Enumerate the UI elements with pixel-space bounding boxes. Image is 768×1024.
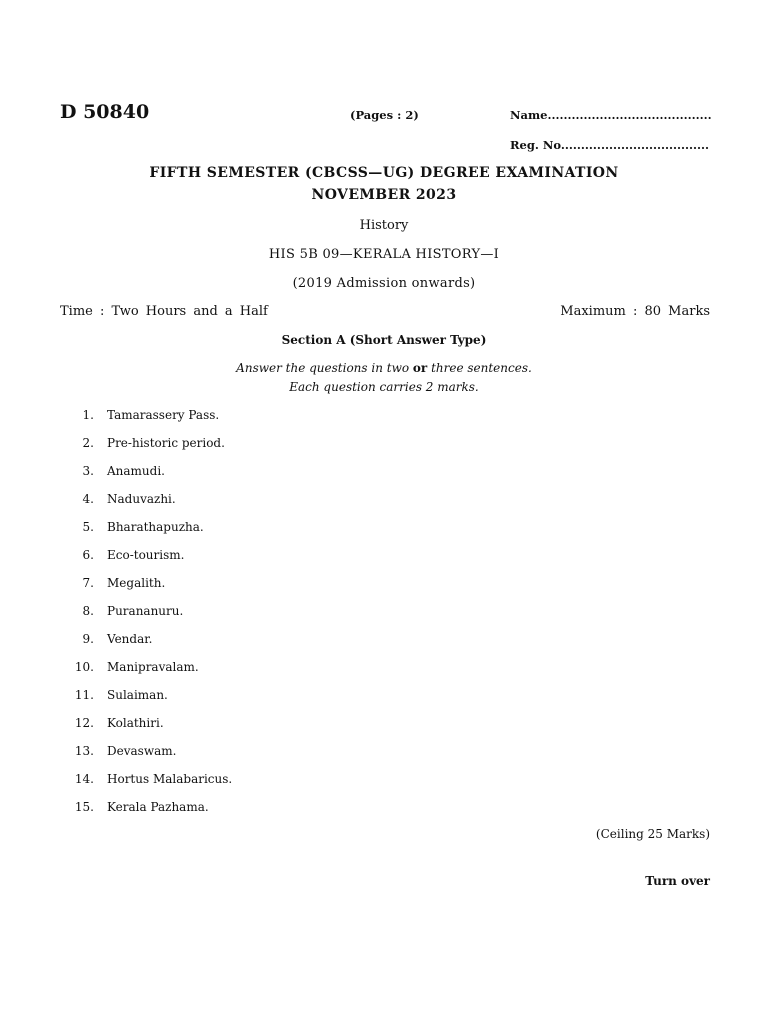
- question-number: 2.: [82, 436, 94, 450]
- exam-duration: Time : Two Hours and a Half: [60, 304, 268, 319]
- subject-name: History: [359, 218, 409, 233]
- register-number-field: Reg. No.....................................: [510, 138, 710, 152]
- question-number: 6.: [82, 548, 94, 562]
- question-item: [60, 632, 232, 660]
- question-text: Purananuru.: [107, 604, 184, 618]
- instruction-text-part2: three sentences.: [431, 361, 532, 375]
- question-item: [60, 660, 232, 688]
- question-number: 7.: [82, 576, 94, 590]
- question-text: Manipravalam.: [107, 660, 199, 674]
- exam-month: NOVEMBER 2023: [311, 187, 457, 203]
- question-item: [60, 800, 232, 828]
- question-number: 15.: [74, 800, 94, 814]
- ceiling-marks: (Ceiling 25 Marks): [595, 827, 710, 841]
- instruction-or: or: [412, 361, 428, 375]
- question-item: [60, 408, 232, 436]
- question-number: 11.: [74, 688, 94, 702]
- question-number: 10.: [74, 660, 94, 674]
- question-item: [60, 464, 232, 492]
- question-text: Kolathiri.: [107, 716, 164, 730]
- question-item: [60, 548, 232, 576]
- question-item: [60, 604, 232, 632]
- question-text: Naduvazhi.: [107, 492, 176, 506]
- question-number: 3.: [82, 464, 94, 478]
- question-number: 1.: [82, 408, 94, 422]
- section-heading: Section A (Short Answer Type): [281, 333, 487, 347]
- candidate-name-field: Name.........................................: [510, 108, 712, 122]
- question-text: Kerala Pazhama.: [107, 800, 209, 814]
- exam-title: FIFTH SEMESTER (CBCSS—UG) DEGREE EXAMINATION: [149, 165, 619, 181]
- question-item: [60, 492, 232, 520]
- question-item: [60, 688, 232, 716]
- question-number: 12.: [74, 716, 94, 730]
- question-text: Tamarassery Pass.: [107, 408, 220, 422]
- question-item: [60, 772, 232, 800]
- question-number: 14.: [74, 772, 94, 786]
- question-item: [60, 520, 232, 548]
- paper-title: HIS 5B 09—KERALA HISTORY—I: [268, 247, 500, 262]
- question-text: Vendar.: [107, 632, 153, 646]
- instruction-text-part1: Answer the questions in two: [236, 361, 410, 375]
- maximum-marks: Maximum : 80 Marks: [560, 304, 710, 319]
- question-number: 4.: [82, 492, 94, 506]
- page-count: (Pages : 2): [350, 108, 419, 122]
- question-text: Hortus Malabaricus.: [107, 772, 233, 786]
- question-number: 5.: [82, 520, 94, 534]
- question-text: Devaswam.: [107, 744, 177, 758]
- section-instruction: [0, 361, 768, 375]
- question-text: Eco-tourism.: [107, 548, 185, 562]
- question-item: [60, 744, 232, 772]
- turn-over-note: Turn over: [645, 874, 710, 888]
- question-list: [60, 408, 232, 828]
- question-text: Pre-historic period.: [107, 436, 225, 450]
- question-item: [60, 716, 232, 744]
- question-text: Anamudi.: [107, 464, 165, 478]
- paper-code: D 50840: [60, 101, 150, 123]
- admission-scheme: (2019 Admission onwards): [292, 276, 476, 291]
- question-text: Sulaiman.: [107, 688, 168, 702]
- question-text: Megalith.: [107, 576, 166, 590]
- question-item: [60, 576, 232, 604]
- question-item: [60, 436, 232, 464]
- question-number: 9.: [82, 632, 94, 646]
- question-number: 8.: [82, 604, 94, 618]
- section-marks-note: Each question carries 2 marks.: [289, 380, 479, 394]
- question-number: 13.: [74, 744, 94, 758]
- question-text: Bharathapuzha.: [107, 520, 204, 534]
